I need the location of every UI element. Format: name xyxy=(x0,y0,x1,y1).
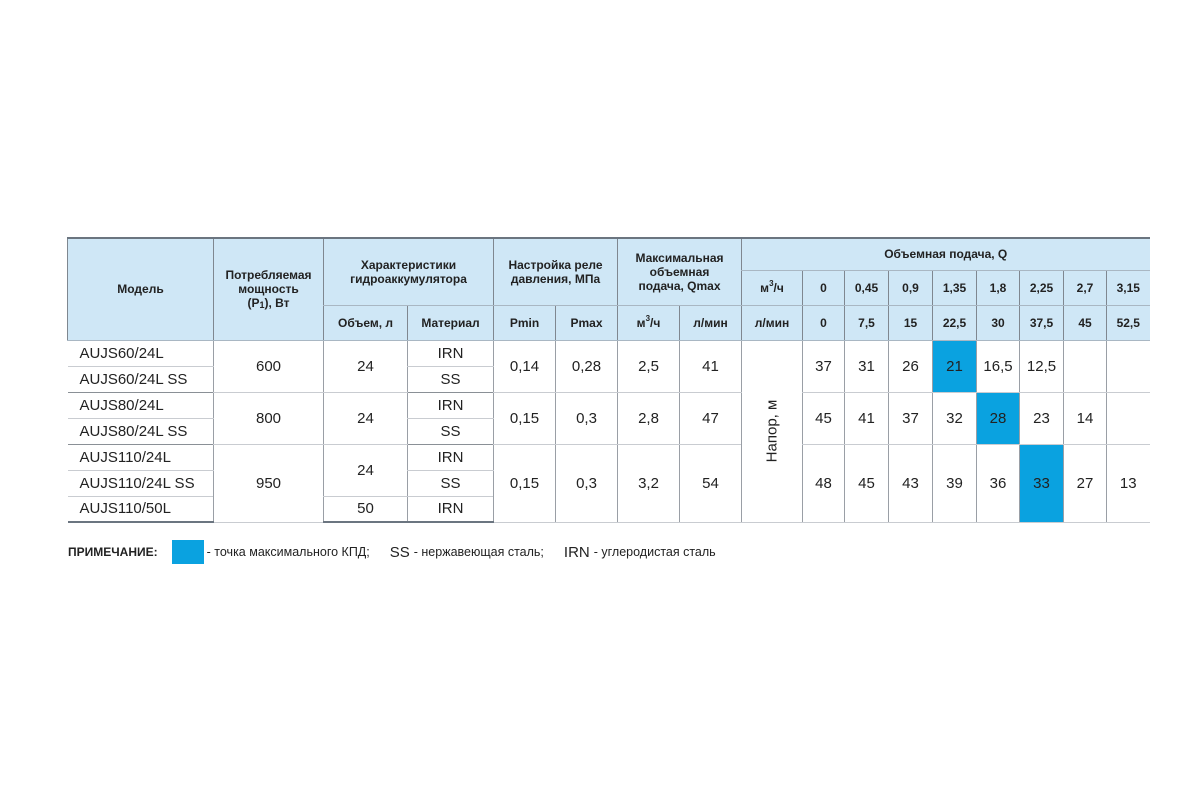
table-row xyxy=(68,392,1150,418)
m3h-sup: 3 xyxy=(645,313,651,323)
head-value: 45 xyxy=(845,444,889,522)
head-value: 26 xyxy=(889,340,933,392)
header-volume: Объем, л xyxy=(324,305,408,340)
flow-lmin-5: 37,5 xyxy=(1020,305,1064,340)
header-max-flow-line1: Максимальная xyxy=(635,250,724,265)
m3h-base: м xyxy=(760,280,770,295)
header-accumulator-line2: гидроаккумулятора xyxy=(350,271,467,286)
material-value: IRN xyxy=(408,496,494,522)
flow-lmin-2: 15 xyxy=(889,305,933,340)
model-name: AUJS60/24L xyxy=(68,340,214,366)
power-value: 600 xyxy=(214,340,324,392)
power-value: 950 xyxy=(214,444,324,522)
qmax-lmin-value: 41 xyxy=(680,340,742,392)
header-model: Модель xyxy=(68,238,214,340)
header-power xyxy=(214,238,324,340)
m3h-base: м xyxy=(636,315,646,330)
m3h-tail: /ч xyxy=(773,280,784,295)
legend-highlight-text: - точка максимального КПД; xyxy=(206,545,370,559)
header-power-line1: Потребляемая xyxy=(225,268,312,283)
qmax-lmin-value: 54 xyxy=(680,444,742,522)
material-value: SS xyxy=(408,418,494,444)
head-value: 48 xyxy=(803,444,845,522)
flow-lmin-4: 30 xyxy=(977,305,1020,340)
table-row xyxy=(68,444,1150,470)
head-value: 14 xyxy=(1064,392,1107,444)
head-label-cell xyxy=(742,340,803,522)
header-lmin-unit: л/мин xyxy=(742,305,803,340)
header-flow-title: Объемная подача, Q xyxy=(742,238,1150,270)
head-value xyxy=(1064,340,1107,392)
flow-m3h-5: 2,25 xyxy=(1020,270,1064,305)
header-relay xyxy=(494,238,618,305)
head-value xyxy=(1107,392,1150,444)
model-name: AUJS60/24L SS xyxy=(68,366,214,392)
legend-ss-text: - нержавеющая сталь; xyxy=(413,545,544,559)
volume-value: 24 xyxy=(324,392,408,444)
model-name: AUJS110/50L xyxy=(68,496,214,522)
header-accumulator-line1: Характеристики xyxy=(360,257,457,272)
flow-lmin-7: 52,5 xyxy=(1107,305,1150,340)
flow-m3h-4: 1,8 xyxy=(977,270,1020,305)
header-pmin: Pmin xyxy=(494,305,556,340)
qmax-m3h-value: 3,2 xyxy=(618,444,680,522)
volume-value: 50 xyxy=(324,496,408,522)
head-value: 36 xyxy=(977,444,1020,522)
header-qmax-lmin: л/мин xyxy=(680,305,742,340)
head-value: 31 xyxy=(845,340,889,392)
head-value-max-efficiency: 28 xyxy=(977,392,1020,444)
flow-lmin-0: 0 xyxy=(803,305,845,340)
legend-ss-abbr: SS xyxy=(389,543,410,561)
head-value: 16,5 xyxy=(977,340,1020,392)
model-name: AUJS80/24L SS xyxy=(68,418,214,444)
m3h-tail: /ч xyxy=(650,315,661,330)
qmax-m3h-value: 2,5 xyxy=(618,340,680,392)
pmax-value: 0,3 xyxy=(556,444,618,522)
header-material: Материал xyxy=(408,305,494,340)
legend-irn-abbr: IRN xyxy=(563,543,590,561)
pmax-value: 0,28 xyxy=(556,340,618,392)
m3h-sup: 3 xyxy=(769,278,774,288)
material-value: IRN xyxy=(408,340,494,366)
header-power-line3-tail: ), Вт xyxy=(264,296,290,311)
header-relay-line2: давления, МПа xyxy=(510,271,601,286)
header-relay-line1: Настройка реле xyxy=(508,257,603,272)
material-value: SS xyxy=(408,470,494,496)
model-name: AUJS110/24L xyxy=(68,444,214,470)
legend xyxy=(68,540,716,564)
head-value: 37 xyxy=(889,392,933,444)
head-value: 32 xyxy=(933,392,977,444)
flow-m3h-1: 0,45 xyxy=(845,270,889,305)
head-value: 45 xyxy=(803,392,845,444)
head-value xyxy=(1107,340,1150,392)
qmax-lmin-value: 47 xyxy=(680,392,742,444)
header-pmax: Pmax xyxy=(556,305,618,340)
qmax-m3h-value: 2,8 xyxy=(618,392,680,444)
flow-m3h-3: 1,35 xyxy=(933,270,977,305)
pump-spec-table xyxy=(67,237,1150,523)
head-value-max-efficiency: 21 xyxy=(933,340,977,392)
volume-value: 24 xyxy=(324,340,408,392)
max-efficiency-swatch xyxy=(172,540,204,564)
material-value: SS xyxy=(408,366,494,392)
flow-m3h-2: 0,9 xyxy=(889,270,933,305)
flow-lmin-6: 45 xyxy=(1064,305,1107,340)
flow-m3h-7: 3,15 xyxy=(1107,270,1150,305)
material-value: IRN xyxy=(408,444,494,470)
pmin-value: 0,14 xyxy=(494,340,556,392)
head-label: Напор, м xyxy=(763,399,781,463)
header-accumulator xyxy=(324,238,494,305)
head-value: 12,5 xyxy=(1020,340,1064,392)
head-value: 23 xyxy=(1020,392,1064,444)
flow-m3h-6: 2,7 xyxy=(1064,270,1107,305)
header-max-flow-line2: объемная xyxy=(649,264,710,279)
head-value: 43 xyxy=(889,444,933,522)
header-m3h-unit xyxy=(742,270,803,305)
header-max-flow-line3: подача, Qmax xyxy=(638,278,721,293)
model-name: AUJS80/24L xyxy=(68,392,214,418)
material-value: IRN xyxy=(408,392,494,418)
head-value: 41 xyxy=(845,392,889,444)
flow-lmin-1: 7,5 xyxy=(845,305,889,340)
pmax-value: 0,3 xyxy=(556,392,618,444)
head-value: 27 xyxy=(1064,444,1107,522)
header-qmax-m3h xyxy=(618,305,680,340)
head-value: 39 xyxy=(933,444,977,522)
head-value: 37 xyxy=(803,340,845,392)
flow-lmin-3: 22,5 xyxy=(933,305,977,340)
head-value-max-efficiency: 33 xyxy=(1020,444,1064,522)
flow-m3h-0: 0 xyxy=(803,270,845,305)
legend-irn-text: - углеродистая сталь xyxy=(593,545,716,559)
header-max-flow xyxy=(618,238,742,305)
model-name: AUJS110/24L SS xyxy=(68,470,214,496)
header-power-line2: мощность xyxy=(238,282,299,297)
header-power-line3: (P xyxy=(247,296,260,311)
pmin-value: 0,15 xyxy=(494,444,556,522)
power-value: 800 xyxy=(214,392,324,444)
pmin-value: 0,15 xyxy=(494,392,556,444)
header-power-sub: 1 xyxy=(259,300,265,311)
head-value: 13 xyxy=(1107,444,1150,522)
table-row xyxy=(68,340,1150,366)
legend-label: ПРИМЕЧАНИЕ: xyxy=(68,545,158,559)
volume-value: 24 xyxy=(324,444,408,496)
